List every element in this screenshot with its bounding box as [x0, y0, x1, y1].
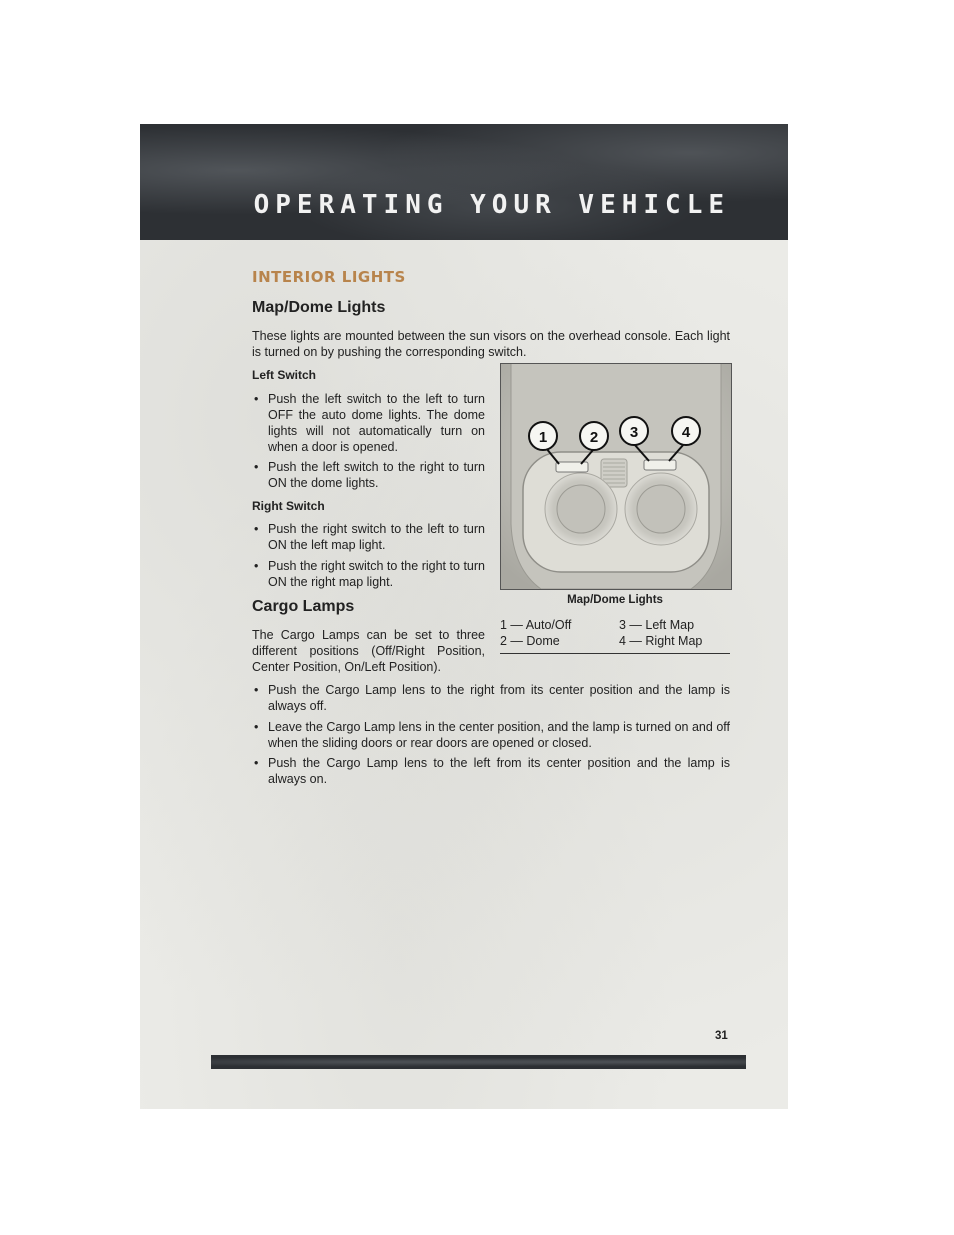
footer-bar [211, 1055, 746, 1069]
list-item: • Push the right switch to the right to turn ON the right map light. [254, 559, 485, 589]
manual-page [140, 124, 788, 1109]
map-dome-intro: These lights are mounted between the sun visors on the overhead console. Each light is turned on by pushing the corresponding switch. [252, 329, 730, 359]
list-item: • Push the Cargo Lamp lens to the left from its center position and the lamp is always on. [254, 756, 730, 786]
header-banner [140, 124, 788, 240]
legend-divider [500, 653, 730, 654]
cargo-lamps-intro: The Cargo Lamps can be set to three different positions (Off/Right Position, Center Position, On/Left Position). [252, 628, 485, 674]
legend-item: 1 — Auto/Off [500, 618, 572, 632]
callout-3 [620, 417, 648, 445]
chapter-title: OPERATING YOUR VEHICLE [253, 190, 730, 220]
svg-text:4: 4 [681, 424, 691, 441]
callout-1 [529, 422, 557, 450]
list-item: • Push the left switch to the right to turn ON the dome lights. [254, 460, 485, 490]
overhead-console-photo [500, 363, 732, 590]
svg-text:1: 1 [538, 429, 548, 446]
list-item: • Leave the Cargo Lamp lens in the center position, and the lamp is turned on and off when the sliding doors or rear doors are opened or closed. [254, 720, 730, 750]
right-switch-heading: Right Switch [252, 499, 325, 513]
list-item: • Push the left switch to the left to turn OFF the auto dome lights. The dome lights will not automatically turn on when a door is opened. [254, 392, 485, 454]
callout-4 [672, 417, 700, 445]
list-item: • Push the right switch to the left to turn ON the left map light. [254, 522, 485, 552]
map-dome-heading: Map/Dome Lights [252, 299, 386, 316]
legend-item: 3 — Left Map [619, 618, 695, 632]
left-switch-heading: Left Switch [252, 368, 317, 382]
svg-text:2: 2 [589, 429, 599, 446]
cargo-lamps-heading: Cargo Lamps [252, 598, 355, 615]
console-illustration [501, 364, 731, 589]
list-item: • Push the Cargo Lamp lens to the right from its center position and the lamp is always off. [254, 683, 730, 713]
legend-item: 4 — Right Map [619, 634, 703, 648]
callout-2 [580, 422, 608, 450]
figure-caption: Map/Dome Lights [567, 594, 663, 606]
section-title: INTERIOR LIGHTS [252, 268, 406, 286]
legend-item: 2 — Dome [500, 634, 560, 648]
page-number: 31 [715, 1030, 728, 1042]
svg-text:3: 3 [629, 424, 639, 441]
